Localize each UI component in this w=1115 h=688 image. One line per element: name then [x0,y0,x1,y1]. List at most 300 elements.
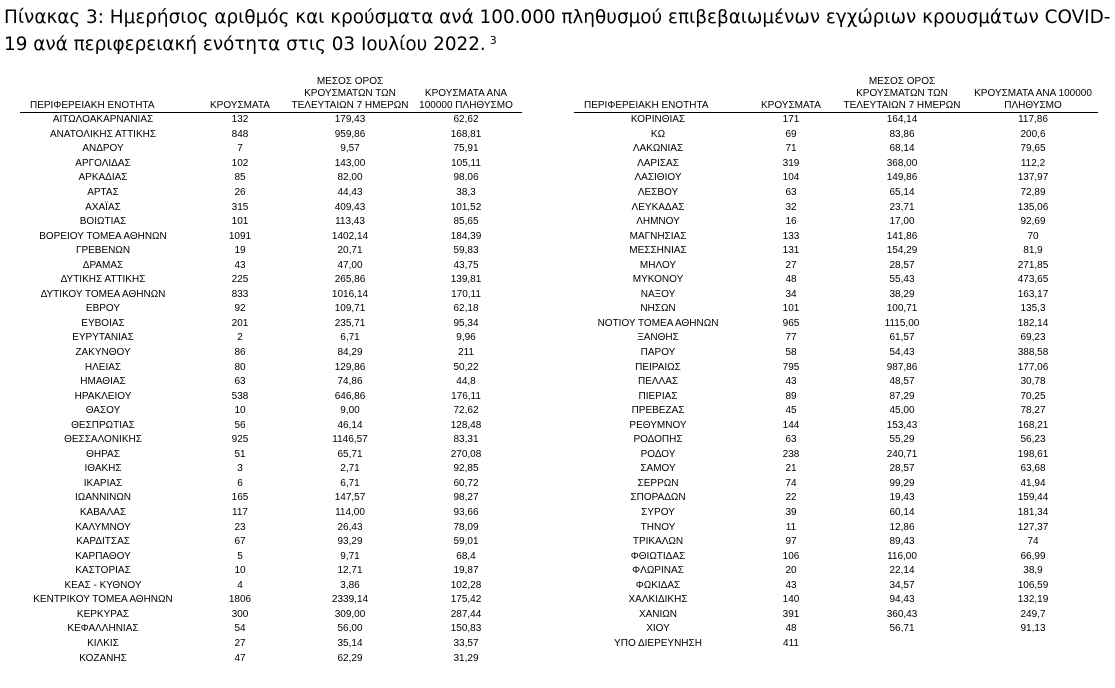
cases-cell: 140 [782,594,800,606]
per-100k-cell: 211 [458,347,474,359]
cases-cell: 97 [785,536,797,548]
avg-7day-cell: 1146,57 [332,434,368,446]
table-row [20,477,522,492]
cases-cell: 47 [234,652,246,664]
table-row [574,142,1098,157]
per-100k-cell: 168,21 [1017,419,1049,431]
table-row [20,346,522,361]
table-row [20,302,522,317]
table-row [574,389,1098,404]
per-100k-cell: 106,59 [1017,579,1049,591]
table-row [20,622,522,637]
cases-cell: 63 [785,187,797,198]
table-row [20,142,522,157]
avg-7day-cell: 959,86 [334,128,366,140]
caption-text: Πίνακας 3: Ημερήσιος αριθμός και κρούσματα ανά 100.000 πληθυσμού επιβεβαιωμένων εγχώριων κρουσμάτων COVID-19 ανά περιφερειακή ενότητα στις 03 Ιουλίου 2022. [4,7,1111,55]
table-row [574,564,1098,579]
avg-7day-cell: 100,71 [886,303,918,315]
cases-cell: 11 [785,521,797,533]
table-row [574,477,1098,492]
table-row [20,608,522,623]
per-100k-cell: 56,23 [1020,434,1046,446]
regional-unit-cell: ΚΟΡΙΝΘΙΑΣ [630,114,686,126]
regional-unit-cell: ΠΡΕΒΕΖΑΣ [631,405,685,417]
per-100k-cell [968,637,1098,652]
regional-unit-cell: ΑΝΑΤΟΛΙΚΗΣ ΑΤΤΙΚΗΣ [49,128,157,140]
regional-unit-cell: ΛΑΣΙΘΙΟΥ [634,172,682,184]
cases-cell: 391 [782,608,800,620]
avg-7day-cell: 2,71 [340,463,360,475]
table-row [574,229,1098,244]
regional-unit-cell: ΕΥΒΟΙΑΣ [81,317,125,329]
cases-cell: 23 [234,521,246,533]
cases-cell: 538 [231,390,249,402]
avg-7day-cell: 22,14 [889,565,915,577]
table-row [574,128,1098,143]
per-100k-cell: 93,66 [453,507,479,519]
avg-7day-cell: 54,43 [889,347,915,359]
regional-unit-cell: ΠΙΕΡΙΑΣ [638,390,678,402]
avg-7day-cell: 99,29 [889,477,915,489]
cases-cell: 6 [237,477,243,489]
regional-unit-cell: ΚΕΦΑΛΛΗΝΙΑΣ [67,623,139,635]
table-row [20,200,522,215]
cases-cell: 45 [785,405,797,417]
cases-cell: 300 [231,608,249,620]
regional-unit-cell: ΙΘΑΚΗΣ [84,463,122,475]
avg-7day-cell: 62,29 [337,652,363,664]
regional-unit-cell: ΒΟΙΩΤΙΑΣ [79,216,127,228]
per-100k-cell: 9,96 [456,332,476,344]
table-row [20,229,522,244]
cases-cell: 43 [234,259,246,271]
regional-unit-cell: ΑΧΑΪΑΣ [85,201,121,213]
regional-unit-cell: ΘΕΣΠΡΩΤΙΑΣ [71,419,135,431]
avg-7day-cell: 83,86 [889,128,915,140]
avg-7day-cell: 240,71 [886,448,918,460]
avg-7day-cell: 93,29 [337,536,363,548]
avg-7day-cell: 153,43 [886,419,918,431]
per-100k-cell: 105,11 [451,157,481,169]
per-100k-cell: 198,61 [1017,448,1049,460]
cases-cell: 89 [785,390,797,402]
cases-cell: 833 [231,288,249,300]
avg-7day-cell: 56,00 [337,623,363,635]
cases-cell: 48 [785,623,797,635]
table-body [574,113,1098,652]
regional-unit-cell: ΑΙΤΩΛΟΑΚΑΡΝΑΝΙΑΣ [52,114,154,126]
table-row [20,491,522,506]
regional-unit-cell: ΚΙΛΚΙΣ [87,637,119,649]
regional-unit-cell: ΙΩΑΝΝΙΝΩΝ [74,492,132,504]
cases-cell: 201 [231,317,249,329]
table-row [20,593,522,608]
table-row [574,346,1098,361]
header-regional-unit: ΠΕΡΙΦΕΡΕΙΑΚΗ ΕΝΟΤΗΤΑ [20,69,190,113]
per-100k-cell: 249,7 [1020,608,1046,620]
regional-unit-cell: ΕΒΡΟΥ [85,303,121,315]
per-100k-cell: 139,81 [450,274,482,286]
avg-7day-cell: 65,14 [889,187,915,198]
per-100k-cell: 168,81 [450,128,482,140]
avg-7day-cell: 109,71 [334,303,366,315]
regional-unit-cell: ΡΕΘΥΜΝΟΥ [629,419,687,431]
avg-7day-cell: 82,00 [337,172,363,184]
cases-cell: 2 [237,332,243,344]
regional-unit-cell: ΑΡΚΑΔΙΑΣ [78,172,128,184]
regional-unit-cell: ΣΠΟΡΑΔΩΝ [630,492,686,504]
cases-cell: 32 [785,201,797,213]
table-row [574,622,1098,637]
per-100k-cell: 101,52 [450,201,482,213]
avg-7day-cell: 147,57 [334,492,366,504]
table-row [20,549,522,564]
avg-7day-cell: 6,71 [340,332,360,344]
per-100k-cell: 79,65 [1020,143,1046,155]
regional-unit-cell: ΘΑΣΟΥ [85,405,121,417]
avg-7day-cell: 17,00 [889,216,915,228]
cases-cell: 39 [785,507,797,519]
per-100k-cell: 59,83 [453,245,479,257]
header-row [574,69,1098,113]
cases-cell: 1806 [228,594,252,606]
per-100k-cell: 132,19 [1017,594,1049,606]
per-100k-cell: 38,3 [456,187,476,198]
cases-cell: 20 [785,565,797,577]
cases-cell: 19 [234,245,246,257]
cases-cell: 67 [234,536,246,548]
avg-7day-cell: 68,14 [889,143,915,155]
table-row [20,389,522,404]
table-row [20,520,522,535]
table-row [20,157,522,172]
regional-unit-cell: ΙΚΑΡΙΑΣ [83,477,123,489]
table-row [574,608,1098,623]
cases-cell: 77 [785,332,797,344]
per-100k-cell: 150,83 [450,623,482,635]
avg-7day-cell: 368,00 [886,157,918,169]
regional-unit-cell: ΚΑΛΥΜΝΟΥ [75,521,131,533]
per-100k-cell: 33,57 [453,637,479,649]
table-row [20,564,522,579]
per-100k-cell: 50,22 [453,361,479,373]
avg-7day-cell: 44,43 [337,187,363,198]
regional-unit-cell: ΗΡΑΚΛΕΙΟΥ [74,390,132,402]
regional-unit-cell: ΜΑΓΝΗΣΙΑΣ [629,230,687,242]
table-row [574,418,1098,433]
cases-cell: 43 [785,376,797,388]
avg-7day-cell: 94,43 [889,594,915,606]
cases-cell: 165 [231,492,249,504]
regional-unit-cell: ΓΡΕΒΕΝΩΝ [75,245,131,257]
cases-cell: 101 [782,303,800,315]
header-regional-unit: ΠΕΡΙΦΕΡΕΙΑΚΗ ΕΝΟΤΗΤΑ [574,69,746,113]
table-row [574,171,1098,186]
regional-unit-cell: ΘΗΡΑΣ [86,448,120,460]
regional-unit-cell: ΚΑΡΠΑΘΟΥ [75,550,131,562]
avg-7day-cell: 55,29 [889,434,915,446]
avg-7day-cell: 28,57 [889,259,915,271]
cases-cell: 1091 [228,230,252,242]
regional-unit-cell: ΚΕΡΚΥΡΑΣ [76,608,130,620]
cases-cell: 131 [782,245,800,257]
table-row [574,113,1098,128]
header-cases: ΚΡΟΥΣΜΑΤΑ [746,69,836,113]
cases-table-left [20,69,522,666]
avg-7day-cell: 114,00 [335,507,365,519]
avg-7day-cell: 265,86 [334,274,366,286]
per-100k-cell: 78,27 [1020,405,1046,417]
per-100k-cell: 31,29 [453,652,479,664]
avg-7day-cell: 113,43 [335,216,365,228]
per-100k-cell: 137,97 [1017,172,1049,184]
table-row [574,549,1098,564]
regional-unit-cell: ΤΡΙΚΑΛΩΝ [632,536,684,548]
avg-7day-cell: 12,86 [889,521,915,533]
table-row [20,288,522,303]
table-row [20,375,522,390]
per-100k-cell: 287,44 [450,608,482,620]
per-100k-cell: 175,42 [450,594,482,606]
regional-unit-cell: ΔΡΑΜΑΣ [82,259,124,271]
table-row [574,637,1098,652]
cases-cell: 56 [234,419,246,431]
per-100k-cell: 92,85 [453,463,479,475]
avg-7day-cell: 129,86 [334,361,366,373]
avg-7day-cell: 9,00 [340,405,360,417]
per-100k-cell: 83,31 [453,434,479,446]
table-row [20,171,522,186]
per-100k-cell: 92,69 [1020,216,1046,228]
regional-unit-cell: ΚΑΡΔΙΤΣΑΣ [76,536,130,548]
per-100k-cell: 182,14 [1017,317,1049,329]
cases-cell: 21 [785,463,797,475]
avg-7day-cell: 9,57 [340,143,360,155]
table-row [574,433,1098,448]
regional-unit-cell: ΝΟΤΙΟΥ ΤΟΜΕΑ ΑΘΗΝΩΝ [597,317,719,329]
per-100k-cell: 78,09 [453,521,479,533]
regional-unit-cell: ΒΟΡΕΙΟΥ ΤΟΜΕΑ ΑΘΗΝΩΝ [39,230,167,242]
table-row [574,244,1098,259]
cases-cell: 133 [782,230,800,242]
cases-cell: 10 [234,405,246,417]
regional-unit-cell: ΜΗΛΟΥ [639,259,677,271]
cases-cell: 63 [234,376,246,388]
per-100k-cell: 91,13 [1020,623,1046,635]
regional-unit-cell: ΣΕΡΡΩΝ [637,477,679,489]
per-100k-cell: 70,25 [1020,390,1046,402]
per-100k-cell: 135,06 [1017,201,1049,213]
table-row [20,579,522,594]
avg-7day-cell: 309,00 [334,608,366,620]
avg-7day-cell: 2339,14 [331,594,369,606]
table-row [574,579,1098,594]
cases-cell: 27 [785,259,797,271]
per-100k-cell: 75,91 [453,143,479,155]
regional-unit-cell: ΝΑΞΟΥ [640,288,676,300]
per-100k-cell: 98,27 [453,492,479,504]
table-row [574,215,1098,230]
per-100k-cell: 159,44 [1017,492,1049,504]
avg-7day-cell: 23,71 [889,201,915,213]
regional-unit-cell: ΤΗΝΟΥ [640,521,676,533]
avg-7day-cell: 45,00 [889,405,915,417]
table-row [574,404,1098,419]
header-row [20,69,522,113]
table-row [20,244,522,259]
table-row [20,404,522,419]
per-100k-cell: 98,06 [453,172,479,184]
avg-7day-cell: 35,14 [337,637,363,649]
per-100k-cell: 85,65 [453,216,479,228]
avg-7day-cell: 34,57 [889,579,915,591]
cases-cell: 58 [785,347,797,359]
regional-unit-cell: ΔΥΤΙΚΟΥ ΤΟΜΕΑ ΑΘΗΝΩΝ [40,288,166,300]
avg-7day-cell: 12,71 [337,565,363,577]
avg-7day-cell: 1016,14 [331,288,369,300]
cases-cell: 411 [783,637,799,649]
table-row [574,288,1098,303]
cases-cell: 238 [782,448,800,460]
per-100k-cell: 102,28 [450,579,482,591]
cases-cell: 7 [237,143,243,155]
cases-cell: 965 [782,317,800,329]
regional-unit-cell: ΧΑΝΙΩΝ [638,608,678,620]
cases-cell: 106 [782,550,800,562]
avg-7day-cell: 65,71 [337,448,363,460]
header-cases-per-100k: ΚΡΟΥΣΜΑΤΑ ΑΝΑ 100000 ΠΛΗΘΥΣΜΟ [968,69,1098,113]
cases-cell: 63 [785,434,797,446]
cases-cell: 92 [234,303,246,315]
table-row [574,448,1098,463]
per-100k-cell: 66,99 [1020,550,1046,562]
regional-unit-cell: ΑΡΓΟΛΙΔΑΣ [75,157,131,169]
cases-cell: 26 [234,187,246,198]
avg-7day-cell: 87,29 [889,390,915,402]
avg-7day-cell: 55,43 [889,274,915,286]
avg-7day-cell: 9,71 [340,550,360,562]
cases-cell: 925 [231,434,249,446]
cases-cell: 171 [782,114,800,126]
table-body [20,113,522,666]
per-100k-cell: 270,08 [450,448,482,460]
regional-unit-cell: ΚΕΑΣ - ΚΥΘΝΟΥ [64,579,142,591]
per-100k-cell: 19,87 [453,565,479,577]
regional-unit-cell: ΗΜΑΘΙΑΣ [80,376,126,388]
table-row [574,520,1098,535]
table-row [20,273,522,288]
table-row [574,375,1098,390]
table-row [20,128,522,143]
per-100k-cell: 63,68 [1020,463,1046,475]
avg-7day-cell: 154,29 [886,245,918,257]
regional-unit-cell: ΚΟΖΑΝΗΣ [79,652,127,664]
regional-unit-cell: ΕΥΡΥΤΑΝΙΑΣ [72,332,134,344]
avg-7day-cell: 20,71 [337,245,363,257]
avg-7day-cell: 28,57 [889,463,915,475]
per-100k-cell: 60,72 [453,477,479,489]
table-row [574,317,1098,332]
table-row [574,200,1098,215]
table-row [20,360,522,375]
header-cases: ΚΡΟΥΣΜΑΤΑ [190,69,290,113]
per-100k-cell: 184,39 [450,230,482,242]
regional-unit-cell: ΦΘΙΩΤΙΔΑΣ [630,550,686,562]
cases-cell: 34 [785,288,797,300]
table-row [574,360,1098,375]
avg-7day-cell: 235,71 [334,317,366,329]
per-100k-cell: 70 [1027,230,1039,242]
table-row [20,651,522,666]
cases-cell: 4 [237,579,243,591]
per-100k-cell: 81,9 [1023,245,1043,257]
per-100k-cell: 177,06 [1017,361,1049,373]
avg-7day-cell: 3,86 [340,579,360,591]
avg-7day-cell: 141,86 [886,230,918,242]
cases-cell: 71 [785,143,797,155]
regional-unit-cell: ΑΝΔΡΟΥ [82,143,124,155]
regional-unit-cell: ΡΟΔΟΠΗΣ [633,434,683,446]
per-100k-cell: 74 [1027,536,1039,548]
cases-cell: 43 [785,579,797,591]
per-100k-cell: 72,89 [1020,187,1046,198]
per-100k-cell: 473,65 [1017,274,1049,286]
avg-7day-cell: 116,00 [887,550,917,562]
regional-unit-cell: ΚΑΒΑΛΑΣ [79,507,127,519]
avg-7day-cell: 6,71 [340,477,360,489]
per-100k-cell: 163,17 [1017,288,1049,300]
regional-unit-cell: ΛΑΡΙΣΑΣ [637,157,679,169]
avg-7day-cell: 38,29 [889,288,915,300]
regional-unit-cell: ΧΙΟΥ [646,623,670,635]
cases-cell: 104 [782,172,800,184]
cases-cell: 51 [234,448,246,460]
table-row [574,186,1098,201]
regional-unit-cell: ΘΕΣΣΑΛΟΝΙΚΗΣ [64,434,142,446]
cases-cell: 132 [231,114,249,126]
regional-unit-cell: ΚΩ [650,128,666,140]
avg-7day-cell: 143,00 [334,157,366,169]
per-100k-cell: 271,85 [1017,259,1049,271]
cases-cell: 27 [234,637,246,649]
table-row [20,637,522,652]
avg-7day-cell: 149,86 [886,172,918,184]
cases-cell: 48 [785,274,797,286]
table-row [574,593,1098,608]
per-100k-cell: 72,62 [453,405,479,417]
per-100k-cell: 176,11 [451,390,481,402]
table-row [20,433,522,448]
avg-7day-cell: 47,00 [337,259,363,271]
table-row [574,535,1098,550]
cases-table-right [574,69,1098,651]
regional-unit-cell: ΛΕΣΒΟΥ [637,187,679,198]
regional-unit-cell: ΔΥΤΙΚΗΣ ΑΤΤΙΚΗΣ [60,274,146,286]
cases-cell: 848 [231,128,249,140]
regional-unit-cell: ΜΕΣΣΗΝΙΑΣ [629,245,687,257]
regional-unit-cell: ΦΛΩΡΙΝΑΣ [632,565,684,577]
avg-7day-cell: 360,43 [886,608,918,620]
avg-7day-cell: 179,43 [334,114,366,126]
table-row [574,157,1098,172]
per-100k-cell: 43,75 [453,259,479,271]
table-caption [4,6,1112,56]
regional-unit-cell: ΝΗΣΩΝ [640,303,676,315]
cases-cell: 86 [234,347,246,359]
avg-7day-cell: 89,43 [889,536,915,548]
regional-unit-cell: ΛΗΜΝΟΥ [636,216,680,228]
footnote-marker: 3 [489,34,497,47]
